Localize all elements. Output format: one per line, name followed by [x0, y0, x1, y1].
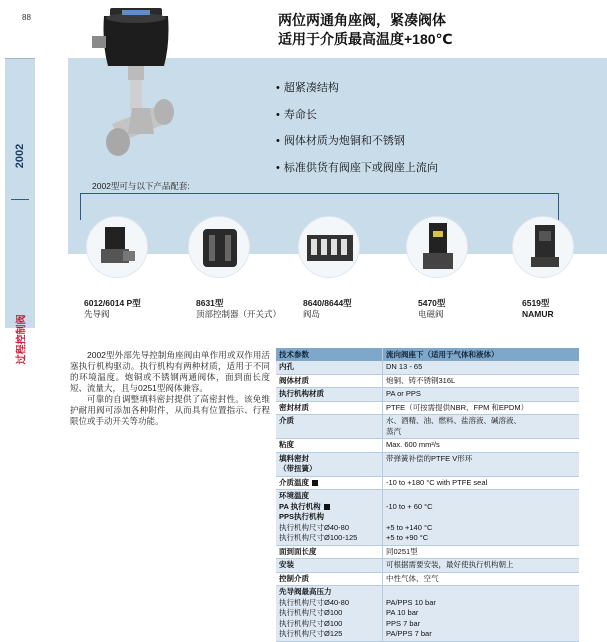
spec-label	[276, 559, 383, 572]
spec-value-line: 蒸汽	[386, 426, 401, 436]
spec-value	[383, 586, 579, 641]
spec-value-line: 带弹簧补偿的PTFE V形环	[386, 453, 473, 463]
spec-label-line: 介质温度	[279, 478, 379, 489]
spec-row	[276, 388, 579, 402]
feature-item: • 标准供货有阀座下或阀座上流向	[276, 155, 438, 182]
spec-row	[276, 559, 579, 573]
spec-row	[276, 490, 579, 546]
spec-label-line: 安装	[279, 560, 294, 569]
spec-header-param: 技术参数	[276, 348, 383, 361]
spec-value	[383, 439, 579, 452]
accessory-model: 5470型	[418, 298, 446, 308]
square-marker-icon	[312, 480, 318, 486]
spec-label-line: 先导阀最高压力	[279, 587, 332, 596]
spec-row	[276, 477, 579, 491]
spec-label-line: 环境温度	[279, 491, 309, 500]
spec-value-line: 可根据需要安装，最好使执行机构朝上	[386, 560, 514, 569]
spec-value-line: Max. 600 mm²/s	[386, 440, 440, 449]
spec-value-line: PA or PPS	[386, 389, 421, 398]
valve-product-image	[92, 4, 182, 174]
accessory-name: 先导阀	[84, 309, 110, 319]
feature-list	[276, 75, 438, 181]
spec-value	[383, 573, 579, 586]
spec-value-line: +5 to +90 °C	[386, 533, 429, 542]
compatible-label: 2002型可与以下产品配套:	[92, 181, 190, 191]
accessory-model: 8631型	[196, 298, 224, 308]
spec-label	[276, 453, 383, 476]
spec-label-line: 内孔	[279, 362, 294, 371]
spec-label-line: 密封材质	[279, 402, 309, 412]
spec-label	[276, 388, 383, 401]
spec-row	[276, 573, 579, 587]
spec-value-line: 炮铜、铸不锈钢316L	[386, 375, 456, 385]
spec-table-header	[276, 348, 579, 361]
title-line-1: 两位两通角座阀，紧凑阀体	[278, 12, 446, 28]
side-tab-code: 2002	[13, 143, 26, 169]
spec-label	[276, 546, 383, 559]
spec-label-line: PA 执行机构	[279, 502, 379, 513]
spec-row	[276, 415, 579, 439]
spec-label-line: 控制介质	[279, 573, 309, 583]
control-head-image	[188, 216, 250, 278]
accessory-name: 电磁阀	[418, 309, 444, 319]
spec-row	[276, 439, 579, 453]
spec-label-line: 阀体材质	[279, 375, 309, 385]
square-marker-icon	[324, 504, 330, 510]
spec-value	[383, 559, 579, 572]
spec-value-line: PA 10 bar	[386, 608, 419, 617]
description-paragraph: 2002型外部先导控制角座阀由单作用或双作用活塞执行机构驱动。执行机构有两种材质，适用于不同的环境温度。炮铜或不锈钢两通阀体，面到面长度短、流量大，且与0251型阀体兼容。	[70, 350, 270, 393]
spec-value	[383, 361, 579, 374]
side-tab-label: 过程控制阀	[16, 314, 28, 364]
spec-label	[276, 402, 383, 415]
accessory-label	[84, 298, 141, 320]
spec-label-line: 填料密封	[279, 453, 309, 463]
spec-value-line	[386, 512, 576, 523]
accessory-label	[418, 298, 445, 320]
pilot-valve-image	[86, 216, 148, 278]
spec-value-line: PA/PPS 7 bar	[386, 629, 432, 638]
spec-value-line: -10 to + 60 °C	[386, 501, 433, 511]
spec-value	[383, 477, 579, 490]
spec-value	[383, 402, 579, 415]
spec-value	[383, 415, 579, 438]
spec-row	[276, 402, 579, 416]
spec-value	[383, 490, 579, 545]
spec-value-line: 中性气体、空气	[386, 573, 439, 583]
feature-item: • 超紧凑结构	[276, 75, 438, 102]
page-title	[278, 11, 453, 49]
spec-label	[276, 361, 383, 374]
spec-label	[276, 586, 383, 641]
spec-label	[276, 490, 383, 545]
accessory-label	[522, 298, 554, 320]
solenoid-valve-image	[406, 216, 468, 278]
spec-value-line	[386, 491, 576, 502]
page-number: 88	[22, 13, 31, 22]
valve-island-image	[298, 216, 360, 278]
spec-value-line: -10 to +180 °C with PTFE seal	[386, 477, 488, 487]
spec-label-line: 执行机构尺寸Ø100-125	[279, 533, 358, 542]
spec-label-line: 执行机构尺寸Ø40-80	[279, 522, 350, 532]
accessory-name: NAMUR	[522, 309, 554, 319]
spec-label	[276, 415, 383, 438]
spec-label-line: （带扭簧）	[279, 464, 317, 473]
spec-label-line: 执行机构尺寸Ø100	[279, 608, 343, 617]
spec-row	[276, 375, 579, 389]
spec-label-line: PPS执行机构	[279, 512, 325, 521]
accessory-model: 6012/6014 P型	[84, 298, 141, 308]
spec-row	[276, 453, 579, 477]
spec-table	[276, 348, 579, 642]
feature-item: • 寿命长	[276, 102, 438, 129]
spec-label-line: 执行机构尺寸Ø100	[279, 618, 343, 628]
spec-value-line	[386, 587, 576, 598]
spec-value-line: DN 13 - 65	[386, 362, 423, 371]
namur-valve-image	[512, 216, 574, 278]
spec-label-line: 介质	[279, 416, 294, 425]
spec-value	[383, 375, 579, 388]
spec-value	[383, 388, 579, 401]
spec-row	[276, 546, 579, 560]
accessory-label	[196, 298, 281, 320]
spec-label-line: 执行机构材质	[279, 389, 324, 398]
spec-header-value: 流向阀座下（适用于气体和液体）	[386, 350, 499, 359]
spec-label	[276, 439, 383, 452]
spec-row	[276, 361, 579, 375]
accessory-model: 6519型	[522, 298, 550, 308]
spec-value	[383, 546, 579, 559]
spec-row	[276, 586, 579, 642]
connector-line	[80, 193, 559, 220]
accessory-name: 阀岛	[303, 309, 321, 319]
spec-value	[383, 453, 579, 476]
accessory-model: 8640/8644型	[303, 298, 352, 308]
spec-label-line: 面到面长度	[279, 546, 317, 556]
spec-value-line: 水、酒精、油、燃料、盐溶液、碱溶液、	[386, 416, 521, 425]
spec-label-line: 执行机构尺寸Ø40-80	[279, 597, 350, 607]
spec-value-line: +5 to +140 °C	[386, 522, 433, 532]
accessory-label	[303, 298, 352, 320]
description	[70, 350, 270, 427]
title-line-2: 适用于介质最高温度+180℃	[278, 31, 453, 47]
spec-label-line: 粘度	[279, 440, 294, 449]
spec-value-line: PTFE（可按需提供NBR、FPM 和EPDM）	[386, 402, 529, 412]
spec-label	[276, 477, 383, 490]
spec-label-line: 执行机构尺寸Ø125	[279, 629, 343, 638]
spec-value-line: 同0251型	[386, 546, 418, 556]
description-paragraph: 可靠的自调整填料密封提供了高密封性。该免维护耐用阀可添加各种附件，从而具有位置指示、行程限位或手动开关等功能。	[70, 394, 270, 426]
accessory-name: 顶部控制器（开关式）	[196, 309, 282, 319]
side-tab	[5, 58, 35, 364]
spec-label	[276, 375, 383, 388]
spec-value-line: PA/PPS 10 bar	[386, 597, 436, 607]
spec-value-line: PPS 7 bar	[386, 618, 421, 628]
spec-label	[276, 573, 383, 586]
feature-item: • 阀体材质为炮铜和不锈钢	[276, 128, 438, 155]
